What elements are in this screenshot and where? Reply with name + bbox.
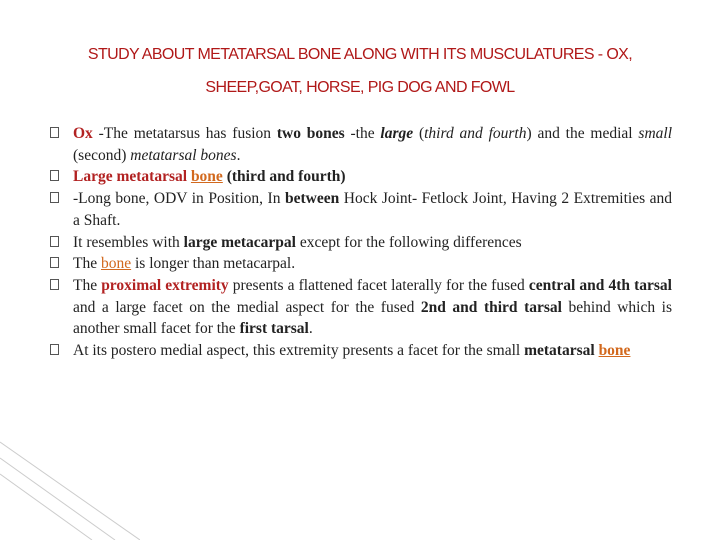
bullet-marker-icon	[50, 192, 59, 203]
bullet-text-run: two bones	[276, 125, 345, 142]
bone-link[interactable]: bone	[598, 342, 631, 360]
slide-title	[40, 38, 680, 104]
bullet-text-run: Hock Joint- Fetlock Joint, Having 2 Extremities and a Shaft.	[73, 190, 672, 229]
bullet-text-run: presents a flattened facet laterally for the fused	[228, 276, 529, 294]
bullet-text-run: except for the following differences	[295, 233, 522, 251]
bullet-text-run: large	[380, 125, 414, 142]
corner-line	[0, 474, 92, 540]
bullet-item	[50, 188, 672, 231]
bullet-text-run: metatarsal	[524, 342, 599, 360]
bullet-marker-icon	[50, 344, 59, 355]
bullet-text-run: The	[73, 276, 102, 294]
bullet-text-run: Large metatarsal	[73, 168, 191, 186]
title-line-2: SHEEP,GOAT, HORSE, PIG DOG AND FOWL	[205, 79, 515, 96]
bullet-text-run: central and 4th tarsal	[528, 276, 672, 294]
bullet-text-run: proximal extremity	[101, 276, 229, 294]
bullet-list	[50, 123, 672, 362]
bullet-item	[50, 340, 672, 362]
title-line-1: STUDY ABOUT METATARSAL BONE ALONG WITH ITS MUSCULATURES - OX,	[87, 46, 633, 63]
bullet-text-run: The	[73, 255, 101, 273]
bullet-text-run: third and fourth	[424, 125, 527, 142]
bullet-text-run: -The metatarsus has fusion	[92, 125, 277, 142]
bullet-marker-icon	[50, 127, 59, 138]
bullet-text-run: metatarsal bones	[130, 146, 237, 164]
bullet-text-run: large metacarpal	[183, 233, 296, 251]
bullet-text-run: is longer than metacarpal.	[131, 255, 296, 273]
bullet-text-run: (third and fourth)	[222, 168, 346, 186]
bullet-text-run: .	[236, 146, 241, 164]
bullet-text-run: ) and the medial	[526, 125, 639, 142]
bullet-item	[50, 275, 672, 340]
bullet-text-run: At its postero medial aspect, this extremity presents a facet for the small	[73, 342, 525, 360]
bullet-text-run: first tarsal	[239, 320, 309, 338]
bullet-marker-icon	[50, 257, 59, 268]
bullet-text-run: behind which is another small facet for the	[73, 298, 672, 338]
bullet-text-run: Ox	[73, 125, 93, 142]
bullet-marker-icon	[50, 170, 59, 181]
bullet-item	[50, 253, 672, 275]
bullet-item	[50, 166, 672, 188]
bullet-item	[50, 232, 672, 254]
bullet-text-run: It resembles with	[73, 233, 184, 251]
bullet-text-run: between	[284, 190, 340, 208]
bullet-text-run: 2nd and third tarsal	[420, 298, 562, 316]
bullet-marker-icon	[50, 236, 59, 247]
bullet-item	[50, 123, 672, 166]
bullet-text-run: (	[413, 125, 425, 142]
corner-decoration	[0, 430, 140, 540]
bullet-text-run: (second)	[73, 146, 131, 164]
bullet-text-run: -the	[344, 125, 381, 142]
bullet-text-run: .	[308, 320, 313, 338]
bullet-text-run: and a large facet on the medial aspect for the fused	[73, 298, 421, 316]
bullet-marker-icon	[50, 279, 59, 290]
corner-line	[0, 458, 115, 540]
bone-link[interactable]: bone	[190, 168, 223, 186]
bullet-text-run: small	[638, 125, 672, 142]
corner-line	[0, 442, 140, 540]
bullet-text-run: -Long bone, ODV in Position, In	[73, 190, 285, 208]
bone-link[interactable]: bone	[100, 255, 132, 273]
